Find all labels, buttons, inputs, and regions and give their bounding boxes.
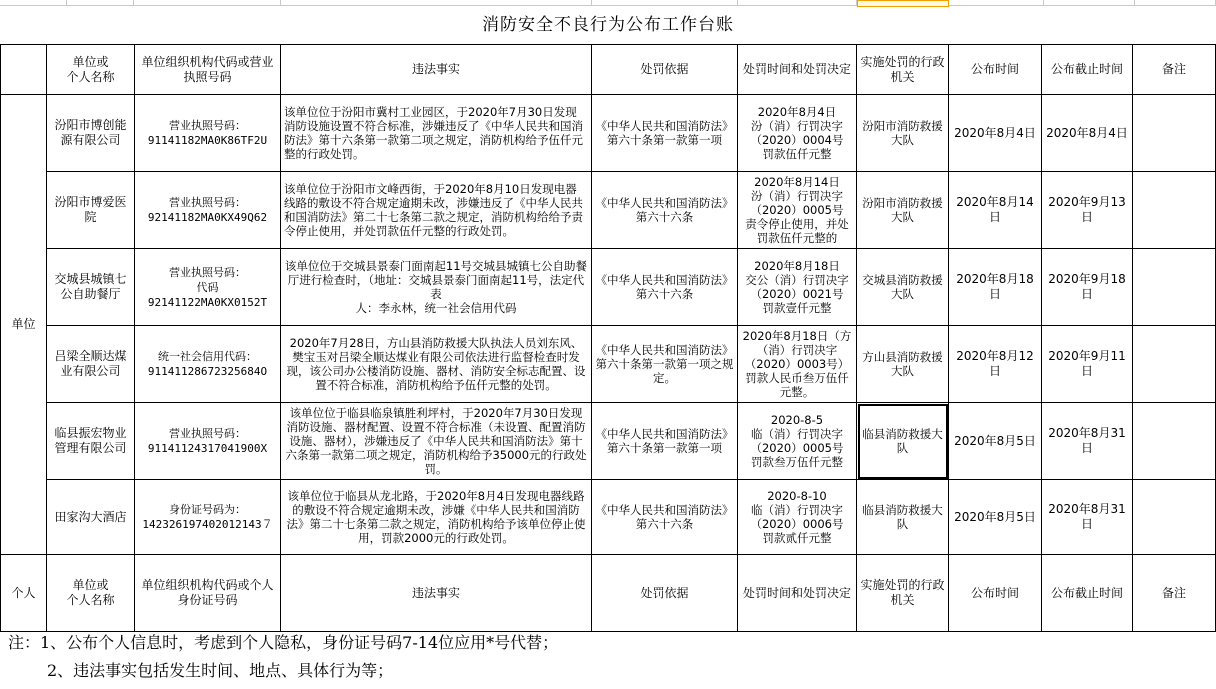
- header-name: 单位或 个人名称: [47, 45, 135, 95]
- row-decision: 2020-8-5 临（消）行罚决字（2020）0005号 罚款叁万伍仟元整: [738, 403, 857, 480]
- personal-header-decision: 处罚时间和处罚决定: [738, 555, 857, 632]
- row-basis: 《中华人民共和国消防法》第六十条第一款第一项之规定。: [592, 326, 738, 403]
- row-remark: [1133, 249, 1216, 326]
- personal-header-fact: 违法事实: [281, 555, 592, 632]
- row-code: 营业执照号码： 代码 92141122MA0KX0152T: [135, 249, 281, 326]
- row-name: 汾阳市博爱医院: [47, 172, 135, 249]
- row-deadline: 2020年8月31日: [1042, 403, 1133, 480]
- row-agency: 汾阳市消防救援大队: [857, 172, 949, 249]
- row-deadline: 2020年9月11日: [1042, 326, 1133, 403]
- row-deadline: 2020年9月13日: [1042, 172, 1133, 249]
- table-row: [1, 172, 1216, 249]
- unit-group-label: 单位: [1, 95, 47, 555]
- personal-header-code: 单位组织机构代码或个人身份证号码: [135, 555, 281, 632]
- header-deadline: 公布截止时间: [1042, 45, 1133, 95]
- row-remark: [1133, 326, 1216, 403]
- violation-ledger-table: [0, 6, 1216, 632]
- personal-header-deadline: 公布截止时间: [1042, 555, 1133, 632]
- row-fact: 该单位位于交城县景泰门面南起11号交城县城镇七公自助餐 厅进行检查时，（地址：交城县景泰门面南起11号，法定代表 人：李永林，统一社会信用代码: [284, 259, 588, 315]
- table-row: [1, 249, 1216, 326]
- row-deadline: 2020年8月31日: [1042, 480, 1133, 555]
- page-title: 消防安全不良行为公布工作台账: [1, 6, 1216, 45]
- note-2: 2、违法事实包括发生时间、地点、具体行为等；: [47, 661, 394, 680]
- row-code: 营业执照号码： 91141182MA0K86TF2U: [135, 95, 281, 172]
- header-remark: 备注: [1133, 45, 1216, 95]
- row-fact: 2020年7月28日，方山县消防救援大队执法人员刘东风、樊宝玉对吕梁全顺达煤业有限公司依法进行监督检查时发现，该公司办公楼消防设施、器材、消防安全标志配置、设置不符合标准，消防机构给予伍仟元整的处罚。: [286, 336, 586, 392]
- personal-header-publish: 公布时间: [949, 555, 1042, 632]
- row-fact: 该单位位于汾阳市冀村工业园区，于2020年7月30日发现消防设施设置不符合标准，涉嫌违反了《中华人民共和国消防法》第十六条第一款第二项之规定，消防机构给予伍仟元整的行政处罚。: [284, 105, 583, 161]
- note-1: 注：1、公布个人信息时，考虑到个人隐私，身份证号码7-14位应用*号代替；: [8, 633, 559, 652]
- header-basis: 处罚依据: [592, 45, 738, 95]
- row-basis: 《中华人民共和国消防法》第六十条第一款第一项: [592, 403, 738, 480]
- personal-header-basis: 处罚依据: [592, 555, 738, 632]
- row-name: 汾阳市博创能源有限公司: [47, 95, 135, 172]
- row-basis: 《中华人民共和国消防法》第六十条第一款第一项: [592, 95, 738, 172]
- row-code: 营业执照号码： 91141124317041900X: [135, 403, 281, 480]
- row-publish-date: 2020年8月18日: [949, 249, 1042, 326]
- row-decision: 2020年8月4日 汾（消）行罚决字（2020）0004号 罚款伍仟元整: [738, 95, 857, 172]
- row-deadline: 2020年8月4日: [1042, 95, 1133, 172]
- row-name: 临县振宏物业管理有限公司: [47, 403, 135, 480]
- row-agency: 临县消防救援大队: [857, 480, 949, 555]
- row-remark: [1133, 172, 1216, 249]
- header-blank-cell: [1, 45, 47, 95]
- row-fact: 该单位位于临县从龙北路，于2020年8月4日发现电器线路的敷设不符合规定逾期未改，涉嫌《中华人民共和国消防法》第二十七条第二款之规定，消防机构给予该单位停止使用，罚款2000元的行政处罚。: [286, 489, 586, 545]
- row-code: 营业执照号码： 92141182MA0KX49Q62: [135, 172, 281, 249]
- row-agency: 汾阳市消防救援大队: [857, 95, 949, 172]
- header-fact: 违法事实: [281, 45, 592, 95]
- row-fact: 该单位位于汾阳市文峰西街，于2020年8月10日发现电器线路的敷设不符合规定逾期未改，涉嫌违反了《中华人民共和国消防法》第二十七条第二款之规定，消防机构给给予责令停止使用，并处罚款伍仟元整的行政处罚。: [284, 182, 583, 238]
- personal-group-label: 个人: [1, 555, 47, 632]
- row-decision: 2020年8月18日（方（消）行罚决字（2020）0003号）罚款人民币叁万伍仟元整。: [742, 329, 852, 399]
- row-remark: [1133, 95, 1216, 172]
- row-publish-date: 2020年8月5日: [949, 480, 1042, 555]
- table-header-row: [1, 45, 1216, 95]
- row-agency: 方山县消防救援大队: [857, 326, 949, 403]
- row-name: 交城县城镇七公自助餐厅: [47, 249, 135, 326]
- row-remark: [1133, 480, 1216, 555]
- row-publish-date: 2020年8月4日: [949, 95, 1042, 172]
- table-row: [1, 326, 1216, 403]
- row-deadline: 2020年9月18日: [1042, 249, 1133, 326]
- personal-header-remark: 备注: [1133, 555, 1216, 632]
- header-decision: 处罚时间和处罚决定: [738, 45, 857, 95]
- notes: [0, 629, 1216, 685]
- table-row: [1, 95, 1216, 172]
- header-publish: 公布时间: [949, 45, 1042, 95]
- table-row: [1, 480, 1216, 555]
- row-code: 身份证号码为： 142326197402012143７: [135, 480, 281, 555]
- row-fact: 该单位位于临县临泉镇胜利坪村，于2020年7月30日发现消防设施、器材配置、设置不符合标准（未设置、配置消防设施、器材），涉嫌违反了《中华人民共和国消防法》第十六条第一款第二项之规定，消防机构给予35000元的行政处罚。: [285, 406, 587, 476]
- row-decision: 2020年8月14日 汾（消）行罚决字（2020）0005号 责令停止使用，并处罚款伍仟元整的: [745, 175, 849, 245]
- row-publish-date: 2020年8月5日: [949, 403, 1042, 480]
- personal-header-agency: 实施处罚的行政机关: [857, 555, 949, 632]
- row-code: 统一社会信用代码： 91141128672325684O: [135, 326, 281, 403]
- row-basis: 《中华人民共和国消防法》第六十六条: [592, 172, 738, 249]
- row-name: 田家沟大酒店: [47, 480, 135, 555]
- row-agency: 交城县消防救援大队: [857, 249, 949, 326]
- header-agency: 实施处罚的行政机关: [857, 45, 949, 95]
- row-remark: [1133, 403, 1216, 480]
- personal-header-row: [1, 555, 1216, 632]
- row-publish-date: 2020年8月12日: [949, 326, 1042, 403]
- row-basis: 《中华人民共和国消防法》第六十六条: [592, 249, 738, 326]
- row-decision: 2020-8-10 临（消）行罚决字（2020）0006号 罚款贰仟元整: [738, 480, 857, 555]
- row-publish-date: 2020年8月14日: [949, 172, 1042, 249]
- header-code: 单位组织机构代码或营业执照号码: [135, 45, 281, 95]
- table-row: [1, 403, 1216, 480]
- row-basis: 《中华人民共和国消防法》第六十六条: [592, 480, 738, 555]
- selected-cell-agency[interactable]: 临县消防救援大队: [857, 403, 949, 480]
- row-decision: 2020年8月18日 交公（消）行罚决字（2020）0021号 罚款壹仟元整: [738, 249, 857, 326]
- row-name: 吕梁全顺达煤业有限公司: [47, 326, 135, 403]
- personal-header-name: 单位或 个人名称: [47, 555, 135, 632]
